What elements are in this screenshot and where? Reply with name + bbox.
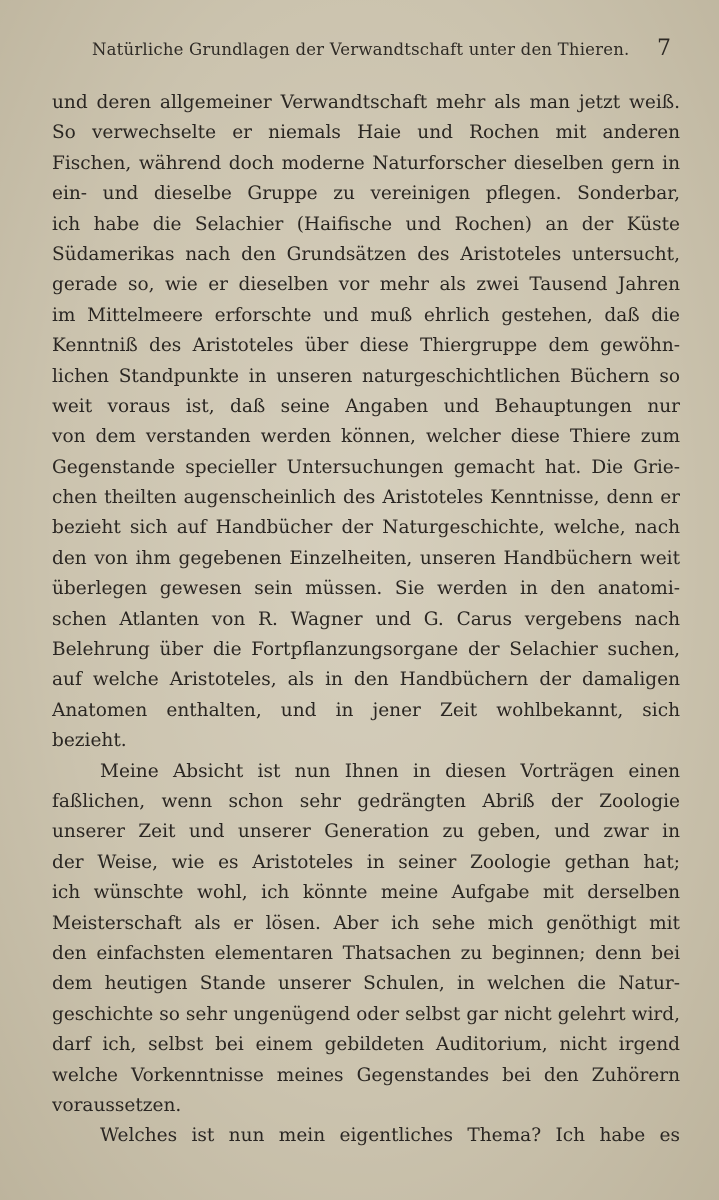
text-line: weit voraus ist, daß seine Angaben und Behauptungen nur bbox=[52, 395, 680, 417]
text-line: Kenntniß des Aristoteles über diese Thiergruppe dem gewöhn- bbox=[52, 335, 680, 357]
text-line: Gegenstande specieller Untersuchungen gemacht hat. Die Grie- bbox=[52, 456, 680, 478]
text-line: welche Vorkenntnisse meines Gegenstandes bei den Zuhörern bbox=[52, 1064, 680, 1086]
text-line: darf ich, selbst bei einem gebildeten Auditorium, nicht irgend bbox=[52, 1034, 680, 1056]
running-head: Natürliche Grundlagen der Verwandtschaft unter den Thieren. bbox=[92, 40, 630, 59]
text-line: im Mittelmeere erforschte und muß ehrlich gestehen, daß die bbox=[52, 304, 680, 326]
text-line: und deren allgemeiner Verwandtschaft mehr als man jetzt weiß. bbox=[52, 92, 680, 113]
text-line: den einfachsten elementaren Thatsachen zu beginnen; denn bei bbox=[52, 942, 680, 964]
text-line: den von ihm gegebenen Einzelheiten, unseren Handbüchern weit bbox=[52, 547, 680, 569]
text-line: ich habe die Selachier (Haifische und Rochen) an der Küste bbox=[52, 213, 680, 235]
text-line: So verwechselte er niemals Haie und Rochen mit anderen bbox=[52, 122, 680, 144]
text-line: voraussetzen. bbox=[52, 1094, 182, 1116]
text-line: Welches ist nun mein eigentliches Thema? Ich habe es bbox=[100, 1125, 680, 1147]
text-line: Meine Absicht ist nun Ihnen in diesen Vorträgen einen bbox=[100, 760, 680, 782]
text-line: geschichte so sehr ungenügend oder selbst gar nicht gelehrt wird, bbox=[52, 1003, 680, 1025]
text-line: chen theilten augenscheinlich des Aristoteles Kenntnisse, denn er bbox=[52, 487, 680, 509]
text-line: gerade so, wie er dieselben vor mehr als zwei Tausend Jahren bbox=[52, 274, 680, 296]
page-number: 7 bbox=[657, 36, 671, 61]
text-line: bezieht. bbox=[52, 730, 127, 752]
text-line: Südamerikas nach den Grundsätzen des Aristoteles untersucht, bbox=[52, 243, 680, 265]
text-line: auf welche Aristoteles, als in den Handbüchern der damaligen bbox=[52, 669, 680, 691]
text-line: ich wünschte wohl, ich könnte meine Aufgabe mit derselben bbox=[52, 882, 680, 904]
text-line: bezieht sich auf Handbücher der Naturgeschichte, welche, nach bbox=[52, 517, 680, 539]
text-line: überlegen gewesen sein müssen. Sie werden in den anatomi- bbox=[52, 578, 680, 600]
text-line: der Weise, wie es Aristoteles in seiner Zoologie gethan hat; bbox=[52, 851, 680, 873]
text-line: ein- und dieselbe Gruppe zu vereinigen pflegen. Sonderbar, bbox=[52, 183, 680, 205]
text-line: Anatomen enthalten, und in jener Zeit wohlbekannt, sich bbox=[52, 699, 680, 721]
text-line: schen Atlanten von R. Wagner und G. Carus vergebens nach bbox=[52, 608, 680, 630]
text-line: dem heutigen Stande unserer Schulen, in welchen die Natur- bbox=[52, 973, 680, 995]
text-line: Meisterschaft als er lösen. Aber ich sehe mich genöthigt mit bbox=[52, 912, 680, 934]
text-line: von dem verstanden werden können, welcher diese Thiere zum bbox=[52, 426, 680, 448]
text-line: lichen Standpunkte in unseren naturgeschichtlichen Büchern so bbox=[52, 365, 680, 387]
text-line: Fischen, während doch moderne Naturforscher dieselben gern in bbox=[52, 152, 680, 174]
body-text bbox=[52, 88, 680, 1152]
text-line: faßlichen, wenn schon sehr gedrängten Abriß der Zoologie bbox=[52, 790, 680, 812]
text-line: Belehrung über die Fortpflanzungsorgane der Selachier suchen, bbox=[52, 639, 680, 661]
text-line: unserer Zeit und unserer Generation zu geben, und zwar in bbox=[52, 821, 680, 843]
